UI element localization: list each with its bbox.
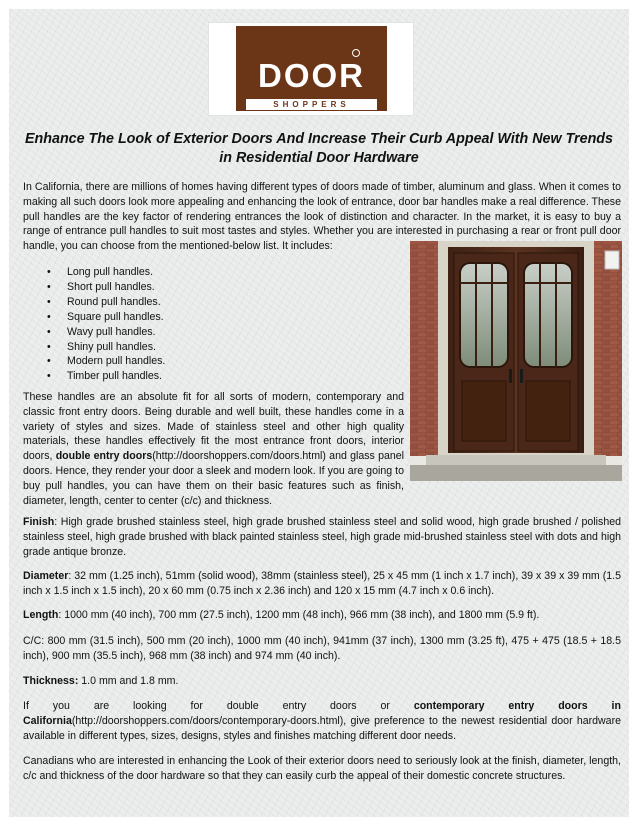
intro-paragraph: In California, there are millions of homes having different types of doors made of timber, aluminum and glass. When it comes to making all such doors look more appealing and enhancing the look of entrance, door bar handles make a real difference. These pull handles are the key factor of rendering entrances the look of distinction and character. In the market, it is easy to buy a range of entrance pull handles to suit most tastes and styles. Whether you are interested in purchasing a rear or front pull door handle, you can choose from the mentioned-below list. It includes: — [23, 181, 621, 253]
length-paragraph: Length: 1000 mm (40 inch), 700 mm (27.5 inch), 1200 mm (48 inch), 966 mm (38 inch), and 1800 mm (5.9 ft). — [23, 609, 540, 621]
handles-paragraph: These handles are an absolute fit for all sorts of modern, contemporary and classic front entry doors. Being durable and well built, these handles come in a variety of styles and sizes. Made of stainless steel and other high quality materials, these handles effectively fit the most entrance front doors, interior doors, double entry doors(http://doorshoppers.com/doors.html) and glass panel doors. Hence, they render your door a sleek and modern look. If you are going to buy pull handles, you can have them on their basic features such as finish, diameter, length, center to center (c/c) and thickness. — [23, 391, 404, 507]
list-item: • Long pull handles. — [23, 265, 393, 280]
list-item: • Wavy pull handles. — [23, 325, 393, 340]
logo-subtitle: SHOPPERS — [246, 99, 377, 110]
finish-paragraph: Finish: High grade brushed stainless steel, high grade brushed stainless steel and solid wood, high grade brushed / polished stainless steel, high grade brushed with black painted stainless steel, high grade mid-brushed stainless steel with dots and high grade antique bronze. — [23, 516, 621, 558]
article-title: Enhance The Look of Exterior Doors And Increase Their Curb Appeal With New Trends in Residential Door Hardware — [25, 131, 613, 166]
cc-paragraph: C/C: 800 mm (31.5 inch), 500 mm (20 inch), 1000 mm (40 inch), 941mm (37 inch), 1300 mm (3.25 ft), 475 + 475 (18.5 + 18.5 inch), 900 mm (35.5 inch), 968 mm (38 inch) and 974 mm (40 inch). — [23, 635, 621, 662]
list-item: • Square pull handles. — [23, 310, 393, 325]
canadians-paragraph: Canadians who are interested in enhancing the Look of their exterior doors need to seriously look at the finish, diameter, length, c/c and thickness of the door hardware so that they can easily curb the appeal of their domestic concrete structures. — [23, 755, 621, 782]
double-entry-door-photo — [410, 241, 622, 481]
diameter-paragraph: Diameter: 32 mm (1.25 inch), 51mm (solid wood), 38mm (stainless steel), 25 x 45 mm (1 inch x 1.7 inch), 39 x 39 x 39 mm (1.5 inch x 1.5 inch x 1.5 inch), 20 x 60 mm (0.75 inch x 2.36 inch) and 120 x 15 mm (4.7 inch x 0.6 inch). — [23, 570, 621, 597]
double-entry-doors-link-text: double entry doors — [55, 450, 153, 463]
contemporary-entry-doors-link-text: contemporary entry doors in California — [23, 700, 621, 727]
list-item: • Short pull handles. — [23, 280, 393, 295]
list-item: • Shiny pull handles. — [23, 340, 393, 355]
california-paragraph: If you are looking for double entry doors or contemporary entry doors in California(http://doorshoppers.com/doors/contemporary-doors.html), give preference to the newest residential door hardware available in different types, sizes, designs, styles and finishes matching different door needs. — [23, 700, 621, 742]
list-item: • Modern pull handles. — [23, 354, 393, 369]
handle-types-list — [23, 265, 393, 384]
document-page — [9, 9, 629, 817]
thickness-paragraph: Thickness: 1.0 mm and 1.8 mm. — [23, 675, 179, 687]
list-item: • Round pull handles. — [23, 295, 393, 310]
list-item: • Timber pull handles. — [23, 369, 393, 384]
logo-word: DOOR — [258, 57, 365, 94]
door-shoppers-logo — [208, 22, 414, 116]
